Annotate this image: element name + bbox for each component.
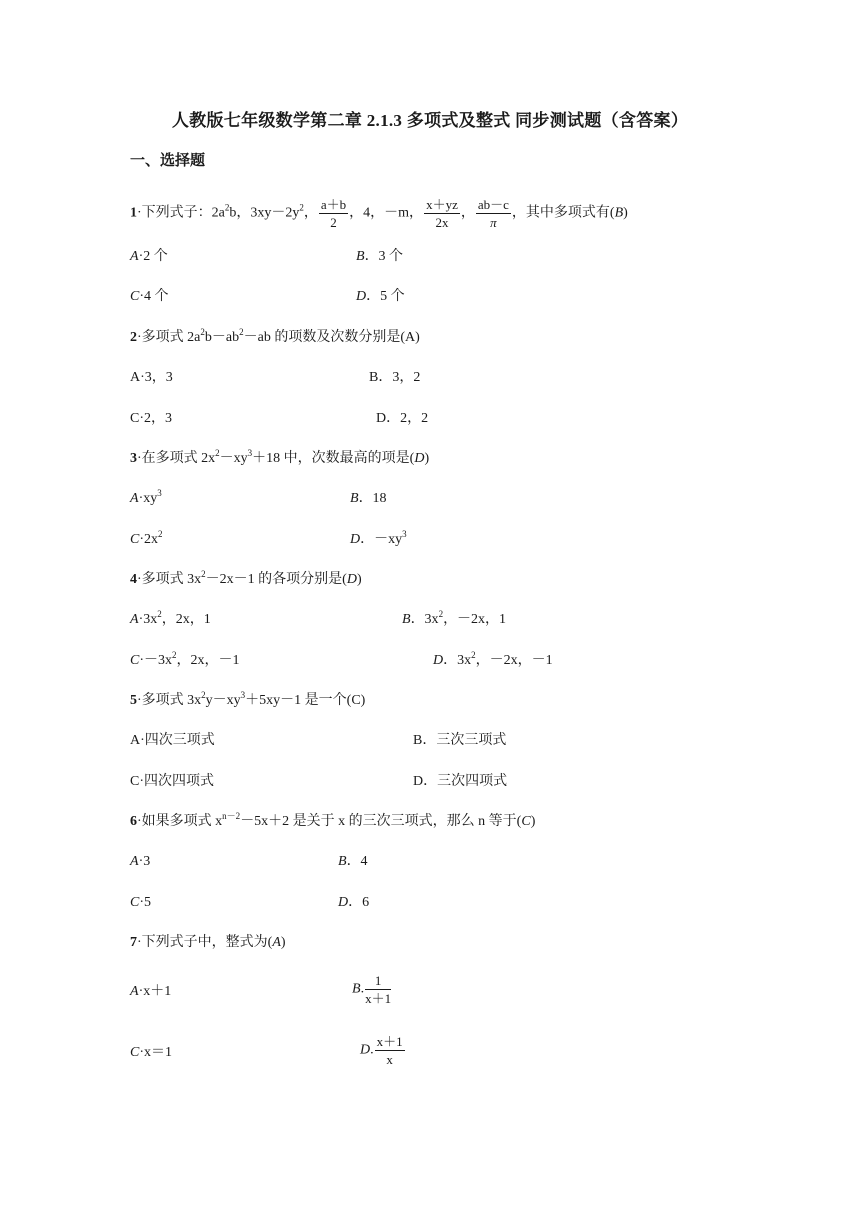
answer: A xyxy=(272,935,281,950)
option-a: A·四次三项式 xyxy=(130,733,215,748)
question-1: 1·下列式子：$2a^2b$，$3xy-2y^2$， $\frac{a+b}{2}$ ，4，－m， $\frac{x+yz}{2x}$ ， $\frac{ab-c}{\pi}$ ，其中多项式有(B) xyxy=(130,197,628,230)
option-c: C·4 个 xyxy=(130,289,169,304)
question-5: 5·多项式 $3x^2y-xy^3+5xy-1$ 是一个(C) xyxy=(130,690,366,708)
option-b: B．$3x^2$，－2x，1 xyxy=(402,609,507,627)
option-d: D．5 个 xyxy=(356,289,405,304)
answer: D xyxy=(346,572,357,587)
answer: C xyxy=(521,814,531,829)
answer: D xyxy=(414,451,425,466)
question-3: 3·在多项式 $2x^2-xy^3+18$ 中，次数最高的项是(D) xyxy=(130,448,430,466)
option-b: B．18 xyxy=(350,491,387,506)
option-b: B．三次三项式 xyxy=(413,733,507,748)
option-d: D. $\frac{x+1}{x}$ xyxy=(360,1034,403,1067)
option-a: A·3，3 xyxy=(130,370,173,385)
option-d: D．$-xy^3$ xyxy=(350,529,407,547)
fraction: $\frac{1}{x+1}$ xyxy=(365,973,392,1006)
option-c: $C\cdot 2x^2$ xyxy=(130,529,163,547)
fraction: $\frac{a+b}{2}$ xyxy=(320,197,347,230)
option-a: A·3 xyxy=(130,854,151,869)
fraction: $\frac{ab-c}{\pi}$ xyxy=(477,197,509,230)
option-b: B．3，2 xyxy=(369,370,421,385)
option-a: A·x＋1 xyxy=(130,984,172,999)
page-title: 人教版七年级数学第二章 2.1.3 多项式及整式 同步测试题（含答案） xyxy=(171,111,689,130)
option-b: B. $\frac{1}{x+1}$ xyxy=(352,973,392,1006)
question-7: 7·下列式子中，整式为(A) xyxy=(130,935,286,950)
answer: B xyxy=(614,205,624,221)
option-c: C·四次四项式 xyxy=(130,774,214,789)
option-d: D．$3x^2$，－2x，－1 xyxy=(433,650,553,668)
fraction: $\frac{x+yz}{2x}$ xyxy=(426,197,458,230)
option-b: B．3 个 xyxy=(356,249,404,264)
option-d: D．2，2 xyxy=(376,411,429,426)
question-6: 6·如果多项式 $x^{n-2}-5x+2$ 是关于 x 的三次三项式，那么 n 等于(C) xyxy=(130,811,536,829)
question-2: 2·多项式 $2a^2b-ab^2-ab$ 的项数及次数分别是(A) xyxy=(130,327,420,345)
option-c: C·x＝1 xyxy=(130,1045,173,1060)
question-4: 4·多项式 $3x^2-2x-1$ 的各项分别是(D) xyxy=(130,569,362,587)
option-c: $C\cdot-3x^2$，2x，－1 xyxy=(130,650,240,668)
option-c: C·2，3 xyxy=(130,411,172,426)
option-c: C·5 xyxy=(130,895,152,910)
option-d: D．6 xyxy=(338,895,370,910)
option-a: A·2 个 xyxy=(130,249,168,264)
option-a: $A\cdot xy^3$ xyxy=(130,488,162,506)
option-a: $A\cdot 3x^2$，2x，1 xyxy=(130,609,211,627)
section-heading: 一、选择题 xyxy=(130,153,206,169)
option-b: B．4 xyxy=(338,854,368,869)
fraction: $\frac{x+1}{x}$ xyxy=(376,1034,403,1067)
option-d: D．三次四项式 xyxy=(413,774,508,789)
